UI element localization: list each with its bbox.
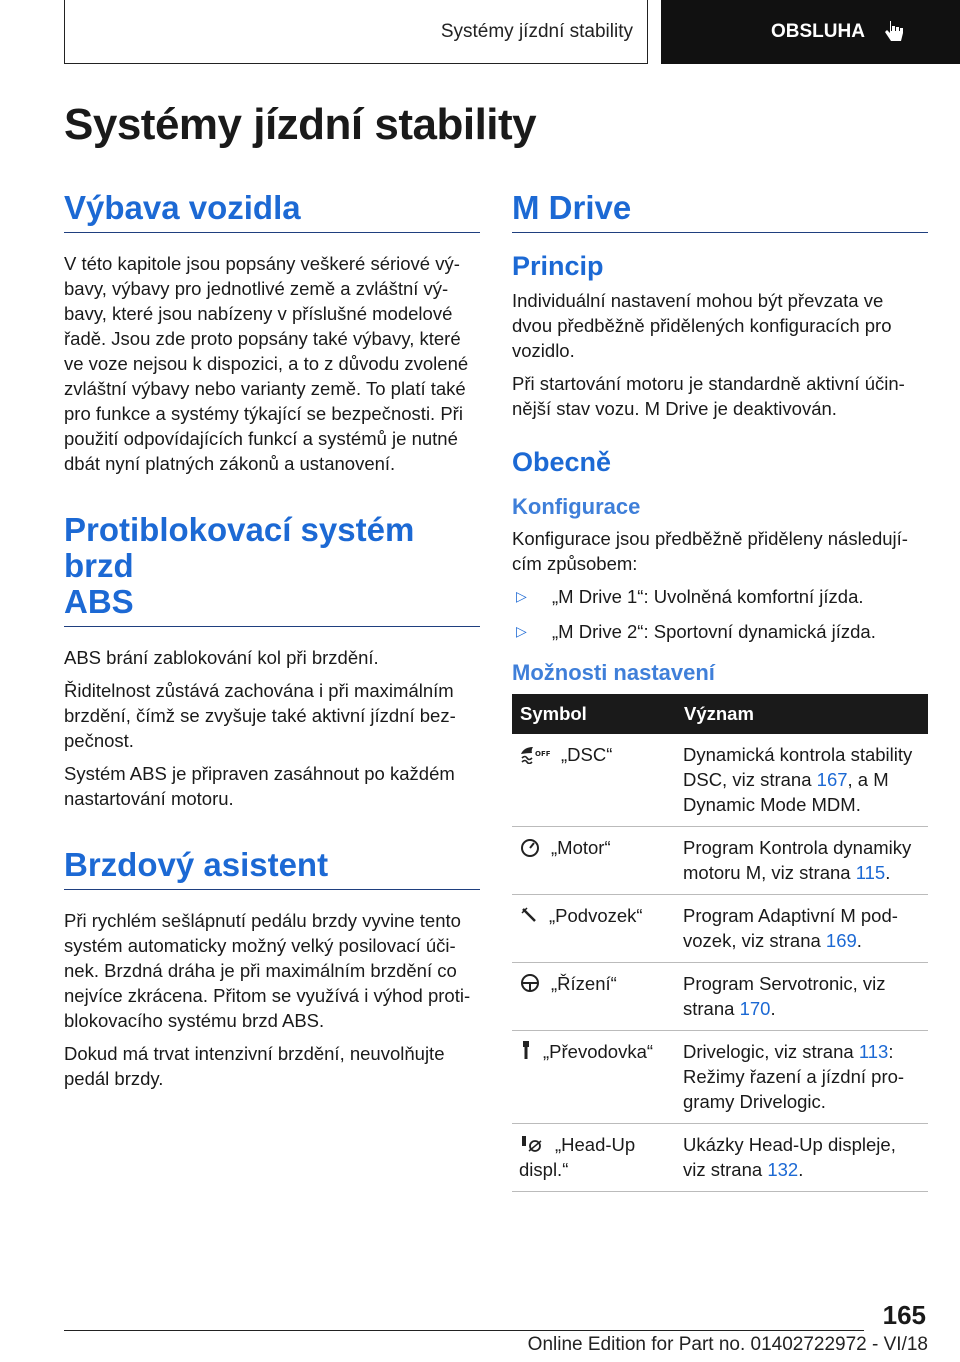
meaning-cell [676,895,928,963]
settings-table [512,694,928,1192]
engine-gauge-icon [519,837,541,857]
abs-heading-line-1: Protiblokovací systém brzd [64,511,415,584]
symbol-cell [512,1124,676,1192]
page-link[interactable]: 115 [855,862,886,883]
symbol-label: „Head-Up displ.“ [519,1134,636,1180]
list-item [512,584,928,609]
abs-paragraph-2: Řiditelnost zůstává zachována i při maximálním brzdění, čímž se zvyšuje také aktivní jízdní bez-pečnost. [64,680,456,751]
meaning-text: Dynamická kontrola stability DSC, viz strana [683,744,913,790]
princip-paragraph-1: Individuální nastavení mohou být převzata ve dvou předběžně přidělených konfiguracích pro vozidlo. [512,290,892,361]
hand-pointer-icon [883,19,905,45]
princip-paragraph-2: Při startování motoru je standardně aktivní účin-nější stav vozu. M Drive je deaktivován. [512,373,905,419]
triangle-bullet-icon: ▷ [516,588,527,604]
header-section-box [661,0,960,64]
page-link[interactable]: 132 [767,1159,799,1180]
page-link[interactable]: 169 [825,930,857,951]
header-chapter-title: Systémy jízdní stability [440,20,633,42]
header-section-label: OBSLUHA [771,21,865,42]
symbol-label: „Podvozek“ [549,905,643,926]
meaning-text: . [798,1159,804,1180]
abs-paragraph-1: ABS brání zablokování kol při brzdění. [64,647,379,668]
subheading-moznosti: Možnosti nastavení [512,660,715,685]
meaning-cell [676,734,928,827]
meaning-text: Drivelogic, viz strana [683,1041,859,1062]
abs-heading-line-2: ABS [64,583,134,620]
meaning-cell [676,1031,928,1124]
konfigurace-list [512,584,928,644]
section-heading-abs [64,512,480,627]
footer-edition: Online Edition for Part no. 01402722972 - VI/18 [527,1334,928,1355]
symbol-label: „Řízení“ [551,973,617,994]
footer-divider [64,1330,864,1331]
dsc-off-icon [519,744,551,764]
subheading-princip: Princip [512,251,604,281]
list-item-text: „M Drive 2“: Sportovní dynamická jízda. [552,621,876,642]
left-column [64,190,480,1099]
symbol-label: „DSC“ [561,744,613,765]
head-up-display-icon [519,1134,545,1154]
page-number: 165 [882,1300,926,1330]
abs-paragraph-3: Systém ABS je připraven zasáhnout po každém nastartování motoru. [64,763,455,809]
meaning-text: Ukázky Head-Up displeje, viz strana [683,1134,896,1180]
gear-shift-icon [519,1039,533,1061]
table-header-row [512,694,928,734]
subheading-obecne: Obecně [512,447,612,477]
header-chapter-box [64,0,648,64]
section-heading-brake-assist: Brzdový asistent [64,847,480,890]
triangle-bullet-icon: ▷ [516,623,527,639]
konfigurace-paragraph: Konfigurace jsou předběžně přiděleny následují-cím způsobem: [512,528,908,574]
section-heading-vybava: Výbava vozidla [64,190,480,233]
meaning-text: Program Kontrola dynamiky motoru M, viz strana [683,837,912,883]
meaning-text: . [856,930,862,951]
symbol-cell [512,963,676,1031]
list-item-text: „M Drive 1“: Uvolněná komfortní jízda. [552,586,864,607]
svg-text:OFF: OFF [535,750,551,758]
meaning-text: . [770,998,776,1019]
steering-wheel-icon [519,973,541,993]
meaning-cell [676,827,928,895]
section-heading-mdrive: M Drive [512,190,928,233]
meaning-text: , a M Dynamic Mode MDM. [683,769,889,815]
meaning-cell [676,1124,928,1192]
column-header-meaning: Význam [676,694,928,734]
symbol-cell [512,734,676,827]
suspension-icon [519,905,539,925]
table-row [512,734,928,827]
meaning-text: Program Servotronic, viz strana [683,973,886,1019]
page-link[interactable]: 167 [816,769,848,790]
vybava-paragraph: V této kapitole jsou popsány veškeré sériové vý-bavy, výbavy pro jednotlivé země a zvláštní vý-bavy, které jsou nabízeny v příslušné modelové řadě. Jsou zde proto popsány také výbavy, které ve voze nejsou k dispozici, a to z důvodu zvolené zvláštní výbavy nebo varianty země. To platí také pro funkce a systémy týkající se bezpečnosti. Při použití odpovídajících funkcí a systémů je nutné dbát nyní platných zákonů a ustanovení. [64,253,469,474]
symbol-cell [512,1031,676,1124]
table-row [512,895,928,963]
page-link[interactable]: 113 [858,1041,889,1062]
symbol-label: „Převodovka“ [543,1041,654,1062]
table-row [512,1124,928,1192]
subheading-konfigurace: Konfigurace [512,494,641,519]
page-link[interactable]: 170 [739,998,771,1019]
meaning-text: Program Adaptivní M pod-vozek, viz strana [683,905,898,951]
meaning-cell [676,963,928,1031]
table-row [512,963,928,1031]
brake-paragraph-1: Při rychlém sešlápnutí pedálu brzdy vyvine tento systém automaticky možný velký posilovací úči-nek. Brzdná dráha je při maximálním brzdění co nejvíce zkrácena. Přitom se využívá i výhod proti-blokovacího systému brzd ABS. [64,910,471,1031]
column-header-symbol: Symbol [512,694,676,734]
table-row [512,827,928,895]
brake-paragraph-2: Dokud má trvat intenzivní brzdění, neuvolňujte pedál brzdy. [64,1043,445,1089]
symbol-cell [512,827,676,895]
table-row [512,1031,928,1124]
meaning-text: . [885,862,891,883]
right-column [512,190,928,1192]
symbol-label: „Motor“ [551,837,611,858]
page-title: Systémy jízdní stability [64,100,537,149]
meaning-text: : Režimy řazení a jízdní pro-gramy Drivelogic. [683,1041,905,1112]
symbol-cell [512,895,676,963]
list-item [512,619,928,644]
